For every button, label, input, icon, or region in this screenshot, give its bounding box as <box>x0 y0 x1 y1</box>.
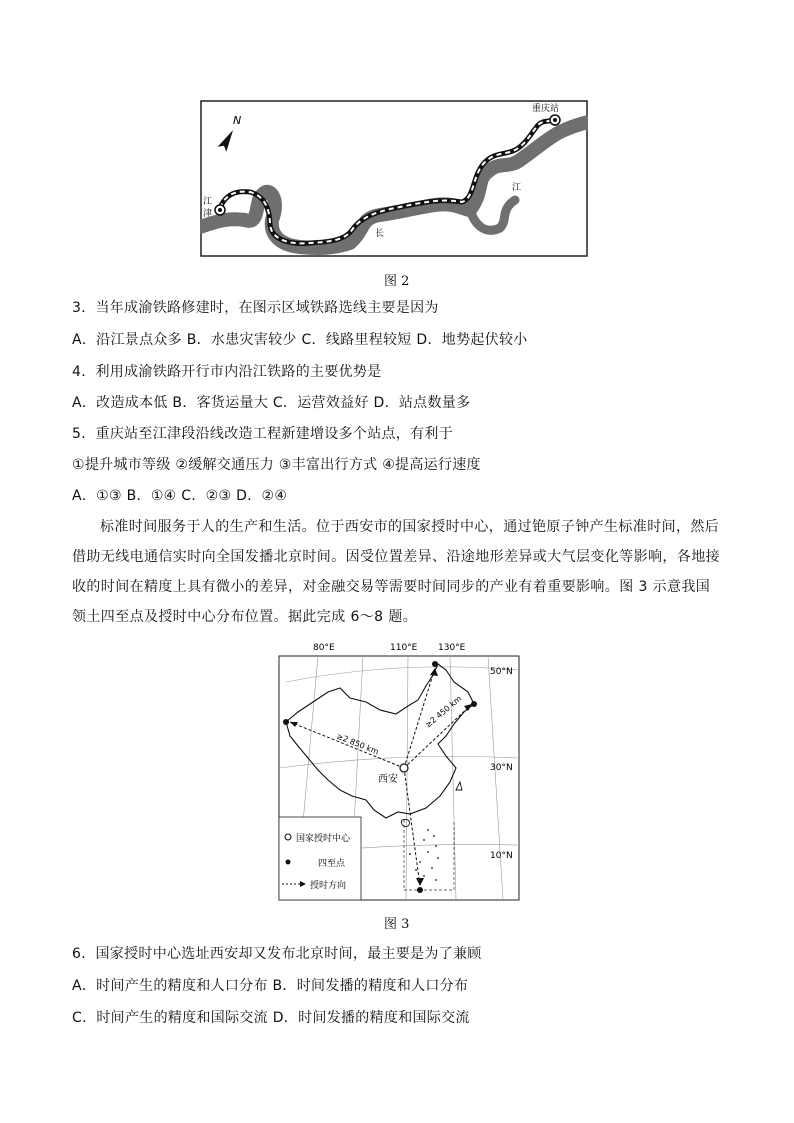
station-label: 重庆站 <box>532 104 560 114</box>
east-extreme-point <box>471 701 477 707</box>
lat-10-label: 10°N <box>490 851 513 861</box>
q3-options: A．沿江景点众多 B．水患灾害较少 C．线路里程较短 D．地势起伏较小 <box>72 332 528 348</box>
lat-50-label: 50°N <box>490 667 513 677</box>
legend-center: 国家授时中心 <box>296 834 351 844</box>
legend-center-icon <box>285 834 291 840</box>
q3-stem: 3．当年成渝铁路修建时，在图示区域铁路选线主要是因为 <box>72 300 439 316</box>
south-extreme-point <box>417 887 423 893</box>
jiangjin-label-2: 津 <box>203 209 213 219</box>
q5-options: A．①③ B．①④ C．②③ D．②④ <box>72 488 288 504</box>
legend-point-icon <box>286 860 291 865</box>
q4-options: A．改造成本低 B．客货运量大 C．运营效益好 D．站点数量多 <box>72 395 471 411</box>
dist-west-label: ≥2 850 km <box>335 731 380 757</box>
q4-stem: 4．利用成渝铁路开行市内沿江铁路的主要优势是 <box>72 364 382 380</box>
north-extreme-point <box>432 661 438 667</box>
q6-options-2: C．时间产生的精度和国际交流 D．时间发播的精度和国际交流 <box>72 1010 470 1026</box>
west-extreme-point <box>283 719 289 725</box>
passage-text: 标准时间服务于人的生产和生活。位于西安市的国家授时中心，通过铯原子钟产生标准时间，然后借助无线电通信实时向全国发播北京时间。因受位置差异、沿途地形差异或大气层变化等影响，各地接收的时间在精度上具有微小的差异，对金融交易等需要时间同步的产业有着重要影响。图 3 示意我国领土四至点及授时中心分布位置。据此完成 6～8 题。 <box>72 519 720 625</box>
north-label: N <box>233 114 242 127</box>
river-char-jiang: 江 <box>512 183 522 193</box>
figure-2-map <box>200 100 588 257</box>
lon-80-label: 80°E <box>313 643 335 653</box>
q5-items: ①提升城市等级 ②缓解交通压力 ③丰富出行方式 ④提高运行速度 <box>72 457 481 473</box>
time-center-point <box>400 764 408 772</box>
legend-direction: 授时方向 <box>310 881 347 891</box>
q5-stem: 5．重庆站至江津段沿线改造工程新建增设多个站点，有利于 <box>72 426 454 442</box>
lon-130-label: 130°E <box>438 643 466 653</box>
q6-options-1: A．时间产生的精度和人口分布 B．时间发播的精度和人口分布 <box>72 978 469 994</box>
river-char-chang: 长 <box>375 229 385 239</box>
lon-110-label: 110°E <box>390 643 418 653</box>
q6-stem: 6．国家授时中心选址西安却又发布北京时间，最主要是为了兼顾 <box>72 946 482 962</box>
legend-points: 四至点 <box>318 859 346 869</box>
city-label: 西安 <box>378 774 398 785</box>
figure-3-legend <box>279 817 361 900</box>
figure-3-caption: 图 3 <box>384 917 410 932</box>
jiangjin-label-1: 江 <box>203 197 213 207</box>
dist-ne-label: ≥2 450 km <box>423 693 464 730</box>
lat-30-label: 30°N <box>490 763 513 773</box>
figure-2-caption: 图 2 <box>384 274 410 289</box>
figure-3-map <box>278 640 522 902</box>
